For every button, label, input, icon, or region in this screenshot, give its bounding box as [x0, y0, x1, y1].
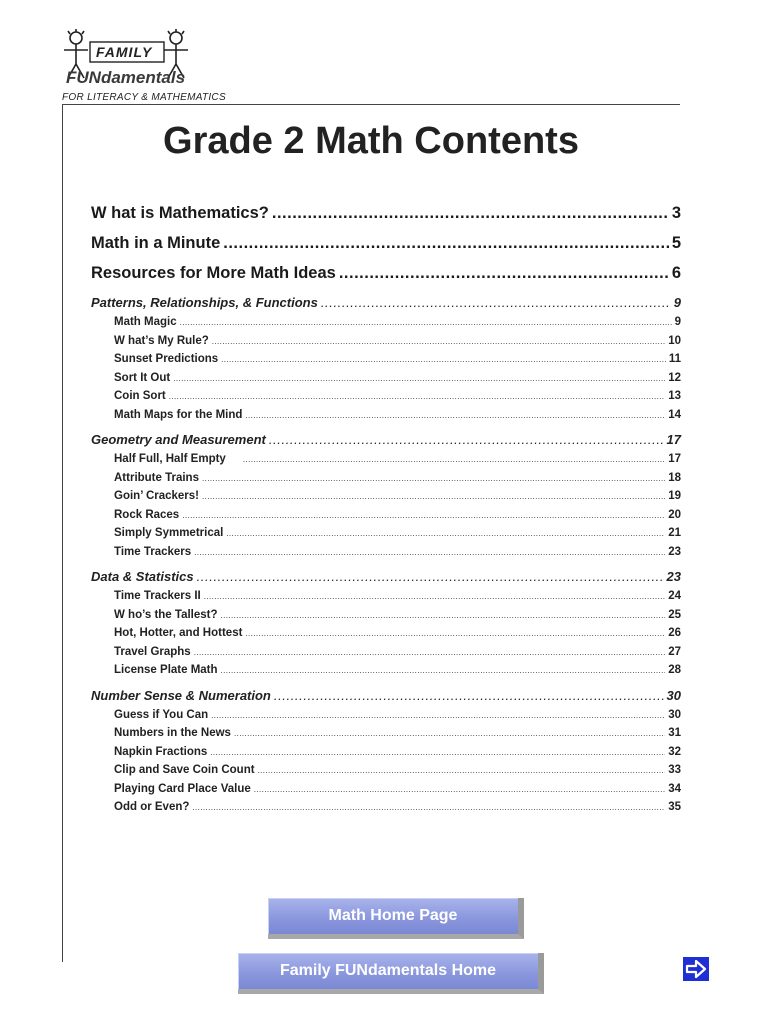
toc-entry-label: W hat’s My Rule?: [114, 334, 209, 347]
toc-entry-label: Attribute Trains: [114, 471, 199, 484]
toc-section-heading[interactable]: [91, 685, 681, 706]
toc-entry-label: Goin’ Crackers!: [114, 490, 200, 502]
toc-entry-label: Rock Races: [114, 508, 180, 521]
toc-entry-label: Numbers in the News: [114, 727, 231, 739]
toc-sub-entry[interactable]: [91, 506, 681, 525]
dot-leader: [204, 588, 665, 607]
family-fundamentals-logo: [62, 28, 212, 92]
toc-page-number: 9: [673, 295, 681, 310]
toc-page-number: 17: [668, 453, 681, 465]
toc-page-number: 18: [668, 471, 681, 484]
toc-sub-entry[interactable]: [91, 469, 681, 488]
toc-sub-entry[interactable]: [91, 450, 681, 469]
logo-fundamentals-text: FUNdamentals: [66, 68, 186, 87]
toc-page-number: 5: [671, 234, 681, 252]
toc-sub-entry[interactable]: [91, 780, 681, 799]
toc-entry-label: Math Magic: [114, 316, 177, 328]
toc-entry-label: Travel Graphs: [114, 645, 191, 658]
toc-entry-label: Simply Symmetrical: [114, 527, 224, 539]
toc-entry-label: Guess if You Can: [114, 708, 209, 721]
toc-page-number: 13: [668, 390, 681, 402]
dot-leader: [339, 258, 669, 288]
toc-page-number: 30: [666, 687, 681, 703]
toc-page-number: 10: [668, 334, 681, 347]
toc-sub-entry[interactable]: [91, 624, 681, 643]
dot-leader: [194, 544, 665, 563]
toc-sub-entry[interactable]: [91, 369, 681, 388]
toc-entry-label: Geometry and Measurement: [91, 432, 266, 447]
page-title: Grade 2 Math Contents: [163, 120, 579, 162]
dot-leader: [269, 429, 664, 450]
dot-leader: [180, 314, 672, 333]
toc-page-number: 19: [668, 490, 681, 502]
toc-sub-entry[interactable]: [91, 406, 681, 425]
family-fundamentals-home-button[interactable]: Family FUNdamentals Home: [238, 953, 544, 994]
dot-leader: [221, 607, 666, 626]
toc-page-number: 33: [668, 764, 681, 776]
toc-page-number: 34: [668, 782, 681, 795]
toc-sub-entry[interactable]: [91, 706, 681, 725]
toc-page-number: 11: [668, 353, 681, 365]
toc-page-number: 12: [668, 371, 681, 384]
toc-main-entry[interactable]: [91, 228, 681, 258]
dot-leader: [197, 566, 664, 587]
dot-leader: [274, 685, 664, 706]
toc-entry-label: Clip and Save Coin Count: [114, 764, 255, 776]
toc-page-number: 30: [668, 708, 681, 721]
toc-section-heading[interactable]: [91, 292, 681, 313]
dot-leader: [194, 644, 665, 663]
dot-leader: [254, 781, 665, 800]
toc-section-heading[interactable]: [91, 566, 681, 587]
left-margin-divider: [62, 104, 63, 962]
toc-page-number: 32: [668, 745, 681, 758]
toc-sub-entry[interactable]: [91, 524, 681, 543]
right-arrow-icon: [683, 957, 709, 981]
toc-sub-entry[interactable]: [91, 543, 681, 562]
toc-entry-label: Resources for More Math Ideas: [91, 264, 336, 282]
dot-leader: [182, 507, 665, 526]
toc-entry-label: Napkin Fractions: [114, 745, 208, 758]
math-home-button[interactable]: Math Home Page: [268, 898, 524, 939]
dot-leader: [258, 762, 666, 781]
dot-leader: [234, 725, 665, 744]
toc-entry-label: Hot, Hotter, and Hottest: [114, 627, 243, 639]
toc-sub-entry[interactable]: [91, 606, 681, 625]
dot-leader: [223, 228, 669, 258]
toc-section-heading[interactable]: [91, 429, 681, 450]
toc-sub-entry[interactable]: [91, 487, 681, 506]
toc-entry-label: Playing Card Place Value: [114, 782, 251, 795]
toc-sub-entry[interactable]: [91, 798, 681, 817]
dot-leader: [321, 292, 671, 313]
toc-sub-entry[interactable]: [91, 761, 681, 780]
dot-leader: [221, 662, 666, 681]
toc-entry-label: Coin Sort: [114, 390, 166, 402]
dot-leader: [245, 625, 665, 644]
toc-entry-label: Number Sense & Numeration: [91, 687, 271, 703]
toc-page-number: 23: [668, 545, 681, 558]
dot-leader: [272, 198, 669, 228]
toc-page-number: 17: [666, 432, 681, 447]
toc-sub-entry[interactable]: [91, 332, 681, 351]
toc-entry-label: Math Maps for the Mind: [114, 408, 243, 421]
dot-leader: [212, 333, 665, 352]
toc-page-number: 25: [668, 608, 681, 621]
logo-tagline: FOR LITERACY & MATHEMATICS: [62, 92, 226, 103]
header-divider: [62, 104, 680, 105]
toc-entry-label: Half Full, Half Empty: [114, 453, 226, 465]
toc-entry-label: Time Trackers: [114, 545, 192, 558]
toc-page-number: 20: [668, 508, 681, 521]
dot-leader: [202, 488, 665, 507]
dot-leader: [243, 451, 665, 470]
toc-page-number: 27: [668, 645, 681, 658]
toc-page-number: 14: [668, 408, 681, 421]
toc-entry-label: Odd or Even?: [114, 801, 190, 813]
toc-sub-entry[interactable]: [91, 643, 681, 662]
toc-main-entry[interactable]: [91, 258, 681, 288]
toc-sub-entry[interactable]: [91, 350, 681, 369]
toc-page-number: 21: [668, 527, 681, 539]
toc-main-entry[interactable]: [91, 198, 681, 228]
next-page-button[interactable]: [683, 957, 709, 981]
toc-entry-label: W ho’s the Tallest?: [114, 608, 218, 621]
dot-leader: [245, 407, 665, 426]
table-of-contents: [91, 198, 681, 817]
toc-sub-entry[interactable]: [91, 661, 681, 680]
toc-entry-label: Patterns, Relationships, & Functions: [91, 295, 318, 310]
toc-sub-entry[interactable]: [91, 743, 681, 762]
toc-page-number: 26: [668, 627, 681, 639]
dot-leader: [202, 470, 665, 489]
logo-family-text: FAMILY: [96, 44, 153, 60]
dot-leader: [226, 525, 665, 544]
toc-page-number: 3: [671, 204, 681, 222]
toc-entry-label: Sunset Predictions: [114, 353, 219, 365]
toc-page-number: 28: [668, 664, 681, 676]
toc-entry-label: Sort It Out: [114, 371, 171, 384]
toc-sub-entry[interactable]: [91, 313, 681, 332]
toc-page-number: 23: [666, 569, 681, 584]
toc-page-number: 9: [674, 316, 681, 328]
toc-page-number: 6: [671, 264, 681, 282]
dot-leader: [169, 388, 665, 407]
dot-leader: [173, 370, 665, 389]
toc-entry-label: W hat is Mathematics?: [91, 204, 269, 222]
toc-entry-label: Data & Statistics: [91, 569, 194, 584]
dot-leader: [192, 799, 665, 818]
dot-leader: [221, 351, 666, 370]
toc-sub-entry[interactable]: [91, 587, 681, 606]
toc-page-number: 24: [668, 590, 681, 602]
toc-entry-label: Time Trackers II: [114, 590, 201, 602]
toc-sub-entry[interactable]: [91, 387, 681, 406]
toc-entry-label: License Plate Math: [114, 664, 218, 676]
toc-page-number: 31: [668, 727, 681, 739]
toc-entry-label: Math in a Minute: [91, 234, 221, 252]
dot-leader: [211, 707, 665, 726]
toc-sub-entry[interactable]: [91, 724, 681, 743]
toc-page-number: 35: [668, 801, 681, 813]
dot-leader: [210, 744, 665, 763]
